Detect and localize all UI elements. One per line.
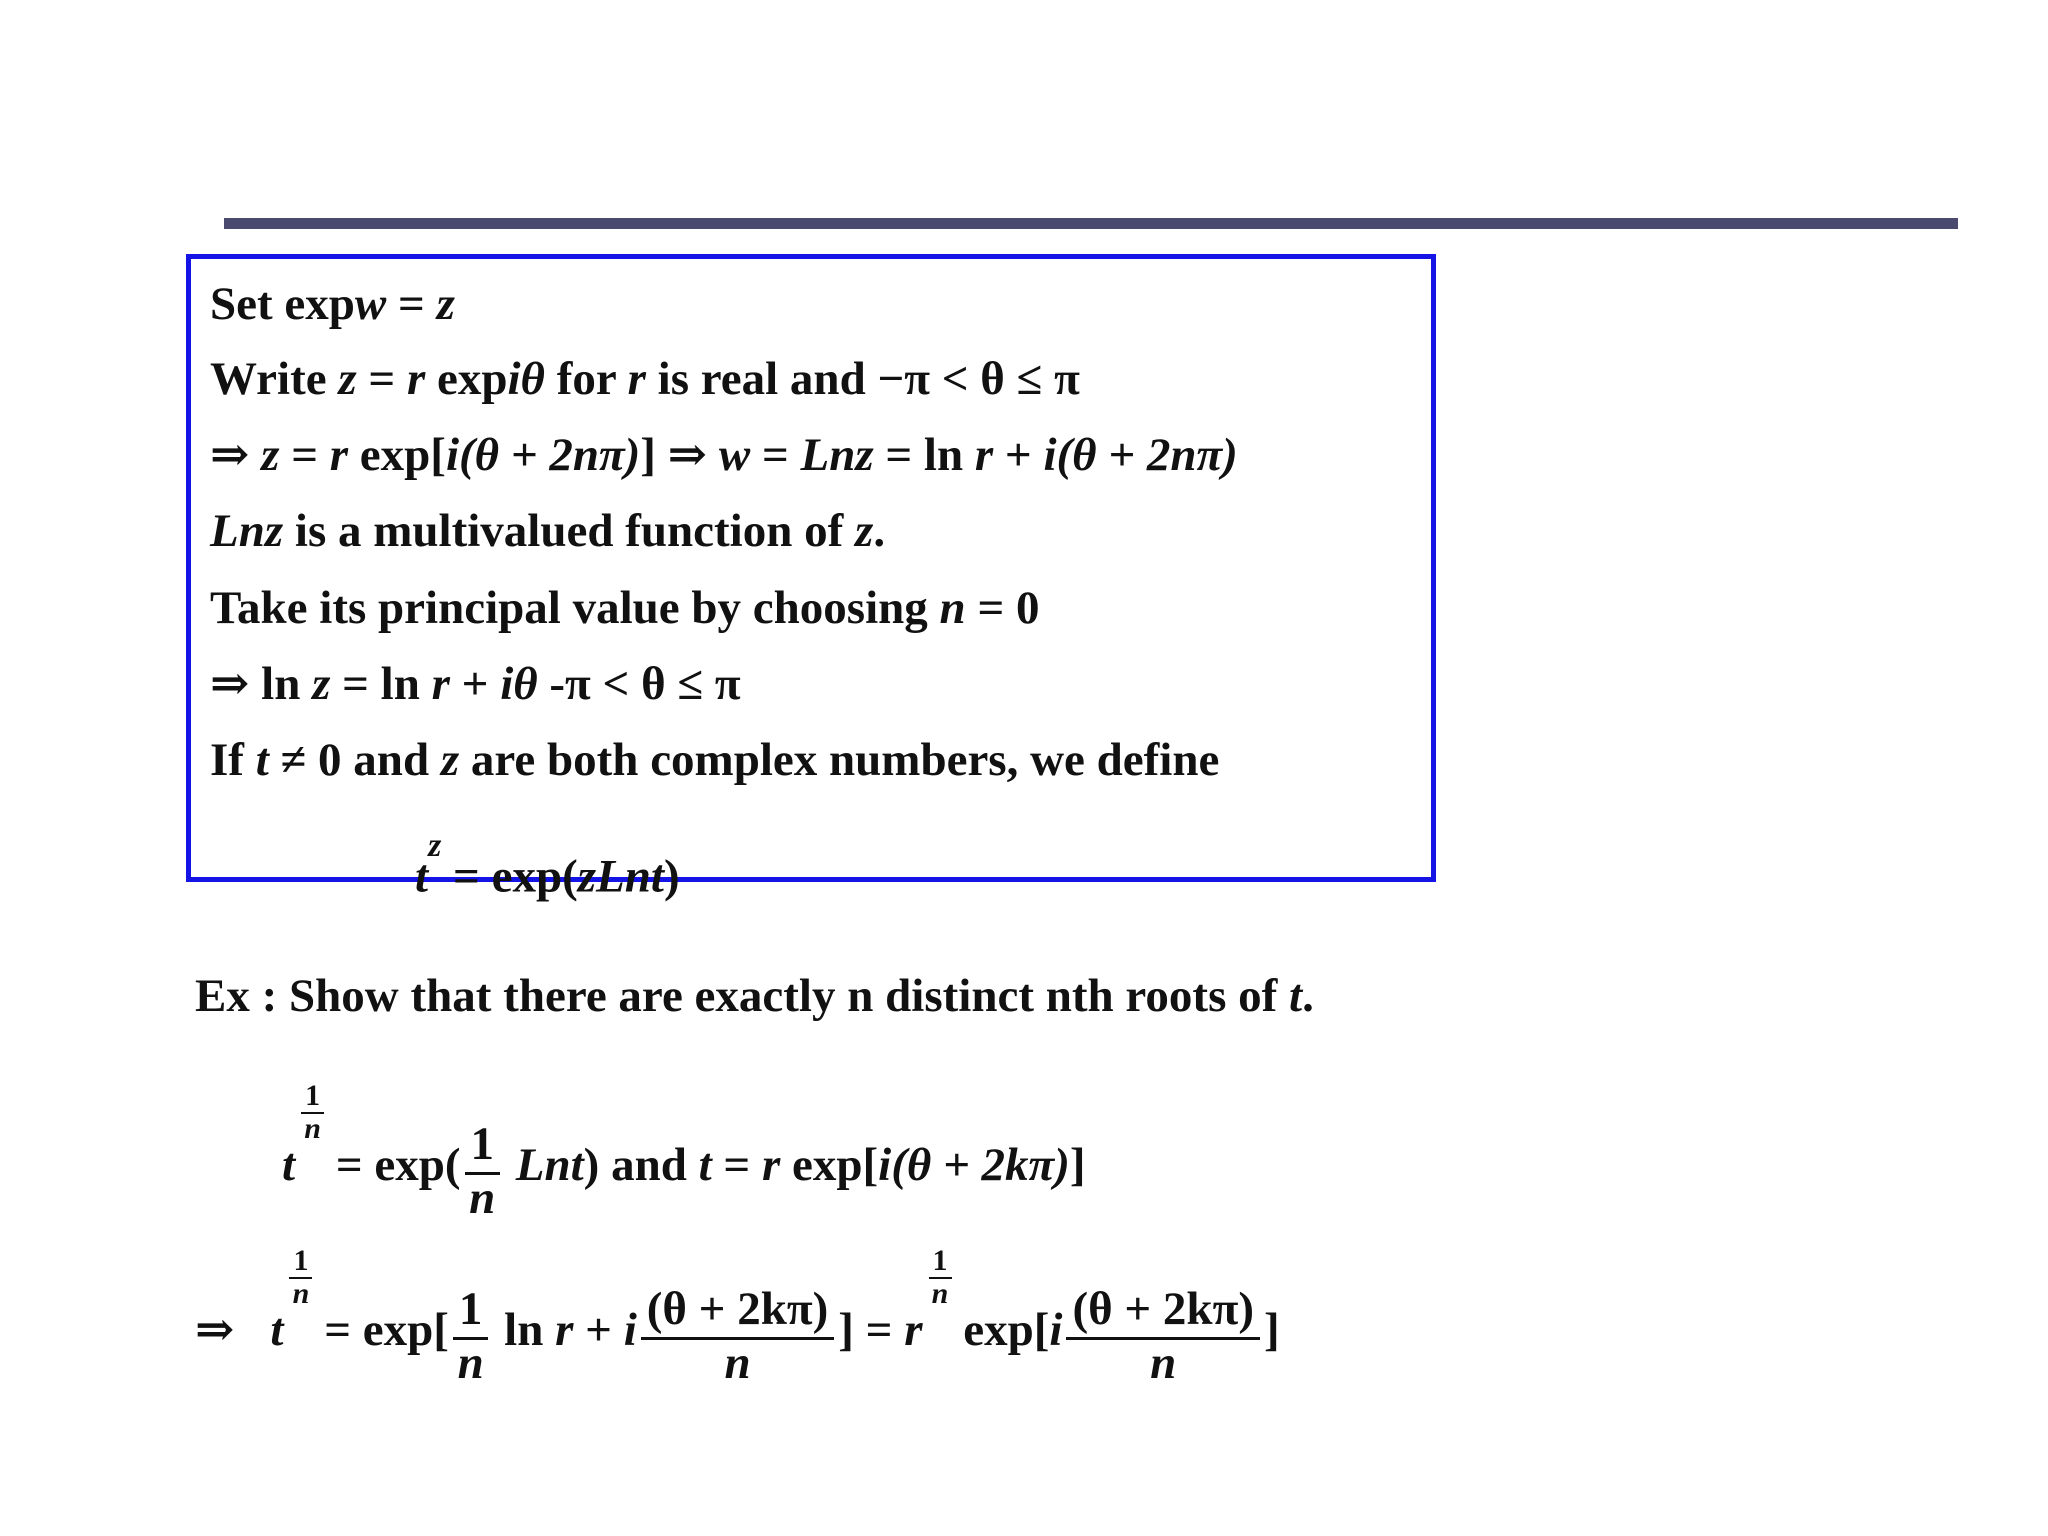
box-line-7 bbox=[210, 732, 1219, 788]
text: . bbox=[873, 505, 886, 557]
numerator: 1 bbox=[465, 1117, 501, 1175]
var-t: t bbox=[270, 1304, 284, 1356]
var-lnz: Lnz bbox=[210, 505, 284, 557]
numerator: 1 bbox=[301, 1080, 324, 1114]
var-r: r bbox=[627, 353, 646, 405]
var-r: r bbox=[974, 429, 994, 481]
text: exp[ bbox=[780, 1139, 879, 1191]
text: = bbox=[711, 1139, 762, 1191]
var-t: t bbox=[698, 1139, 712, 1191]
text: ⇒ ln bbox=[210, 658, 313, 710]
text: exp bbox=[425, 353, 508, 405]
var-t: t bbox=[1289, 970, 1303, 1022]
var-r: r bbox=[904, 1304, 923, 1356]
var-r: r bbox=[761, 1139, 781, 1191]
denominator: n bbox=[292, 1277, 310, 1310]
var-z: z bbox=[312, 658, 331, 710]
expr: Lnt bbox=[504, 1139, 584, 1191]
box-line-6 bbox=[210, 656, 741, 712]
numerator: 1 bbox=[453, 1282, 489, 1340]
text: exp[ bbox=[951, 1304, 1050, 1356]
text: = 0 bbox=[965, 582, 1040, 634]
text: ] ⇒ bbox=[640, 429, 719, 481]
example-equation-2 bbox=[195, 1245, 1280, 1387]
box-line-5 bbox=[210, 580, 1039, 636]
box-line-3 bbox=[210, 427, 1238, 483]
box-line-2 bbox=[210, 351, 1080, 407]
text: is real and −π < θ ≤ π bbox=[645, 353, 1080, 405]
var-z: z bbox=[338, 353, 357, 405]
var-z: z bbox=[436, 278, 455, 330]
text: Set exp bbox=[210, 278, 355, 330]
text: ⇒ bbox=[210, 429, 262, 481]
exponent-fraction bbox=[289, 1245, 312, 1309]
var-r: r bbox=[329, 429, 349, 481]
var-z: z bbox=[261, 429, 280, 481]
var-i: i bbox=[1049, 1304, 1063, 1356]
var-i: i bbox=[623, 1304, 637, 1356]
expr: zLnt bbox=[577, 850, 664, 903]
text: are both complex numbers, we define bbox=[459, 734, 1220, 786]
text: + bbox=[993, 429, 1044, 481]
text: = exp( bbox=[324, 1139, 461, 1191]
text: ) bbox=[663, 850, 680, 903]
text: = exp[ bbox=[312, 1304, 449, 1356]
title-rule bbox=[224, 218, 1958, 229]
var-r: r bbox=[431, 658, 450, 710]
text: for bbox=[544, 353, 628, 405]
var-w: w bbox=[718, 429, 751, 481]
numerator: (θ + 2kπ) bbox=[1066, 1282, 1260, 1340]
var-r: r bbox=[555, 1304, 574, 1356]
var-lnz: Lnz bbox=[800, 429, 874, 481]
text: Take its principal value by choosing bbox=[210, 582, 940, 634]
text: exp[ bbox=[348, 429, 446, 481]
text: ] bbox=[1069, 1139, 1086, 1191]
denominator: n bbox=[304, 1112, 321, 1145]
expr: i(θ + 2nπ) bbox=[445, 429, 641, 481]
exponent-fraction bbox=[301, 1080, 324, 1144]
text: + bbox=[449, 658, 501, 710]
superscript-z: z bbox=[428, 827, 442, 864]
fraction bbox=[453, 1282, 489, 1387]
numerator: 1 bbox=[289, 1245, 312, 1279]
var-w: w bbox=[354, 278, 387, 330]
var-z: z bbox=[855, 505, 874, 557]
text: = bbox=[750, 429, 801, 481]
text: Write bbox=[210, 353, 339, 405]
fraction bbox=[1066, 1282, 1260, 1387]
exponent-fraction bbox=[929, 1245, 952, 1309]
var-t: t bbox=[282, 1139, 296, 1191]
text: ln bbox=[492, 1304, 556, 1356]
text: = bbox=[279, 429, 330, 481]
denominator: n bbox=[1150, 1336, 1177, 1389]
text: Ex : Show that there are exactly n distinct nth roots of bbox=[195, 970, 1290, 1022]
text: If bbox=[210, 734, 256, 786]
text: = bbox=[386, 278, 437, 330]
fraction bbox=[641, 1282, 835, 1387]
var-t: t bbox=[415, 850, 429, 903]
var-n: n bbox=[939, 582, 966, 634]
expr: i(θ + 2nπ) bbox=[1043, 429, 1238, 481]
var-itheta: iθ bbox=[500, 658, 538, 710]
text: = ln bbox=[873, 429, 975, 481]
box-line-4 bbox=[210, 503, 885, 559]
box-line-8-definition bbox=[415, 818, 680, 905]
text: ) and bbox=[583, 1139, 699, 1191]
numerator: (θ + 2kπ) bbox=[641, 1282, 835, 1340]
var-z: z bbox=[440, 734, 460, 786]
example-title bbox=[195, 968, 1314, 1024]
text: = exp( bbox=[441, 850, 578, 903]
var-t: t bbox=[255, 734, 269, 786]
text: + bbox=[573, 1304, 624, 1356]
text: = ln bbox=[330, 658, 432, 710]
text: ] = bbox=[838, 1304, 905, 1356]
text: ≠ 0 and bbox=[268, 734, 441, 786]
var-itheta: iθ bbox=[507, 353, 545, 405]
text: . bbox=[1302, 970, 1314, 1022]
denominator: n bbox=[457, 1336, 484, 1389]
denominator: n bbox=[931, 1277, 949, 1310]
text: -π < θ ≤ π bbox=[537, 658, 741, 710]
implies-arrow: ⇒ bbox=[195, 1304, 235, 1356]
box-line-1 bbox=[210, 276, 455, 332]
denominator: n bbox=[724, 1336, 751, 1389]
fraction bbox=[465, 1117, 501, 1222]
expr: i(θ + 2kπ) bbox=[878, 1139, 1070, 1191]
text: = bbox=[356, 353, 407, 405]
var-r: r bbox=[406, 353, 426, 405]
numerator: 1 bbox=[929, 1245, 952, 1279]
denominator: n bbox=[469, 1171, 496, 1224]
text: is a multivalued function of bbox=[283, 505, 856, 557]
text: ] bbox=[1263, 1304, 1280, 1356]
example-equation-1 bbox=[282, 1080, 1086, 1222]
